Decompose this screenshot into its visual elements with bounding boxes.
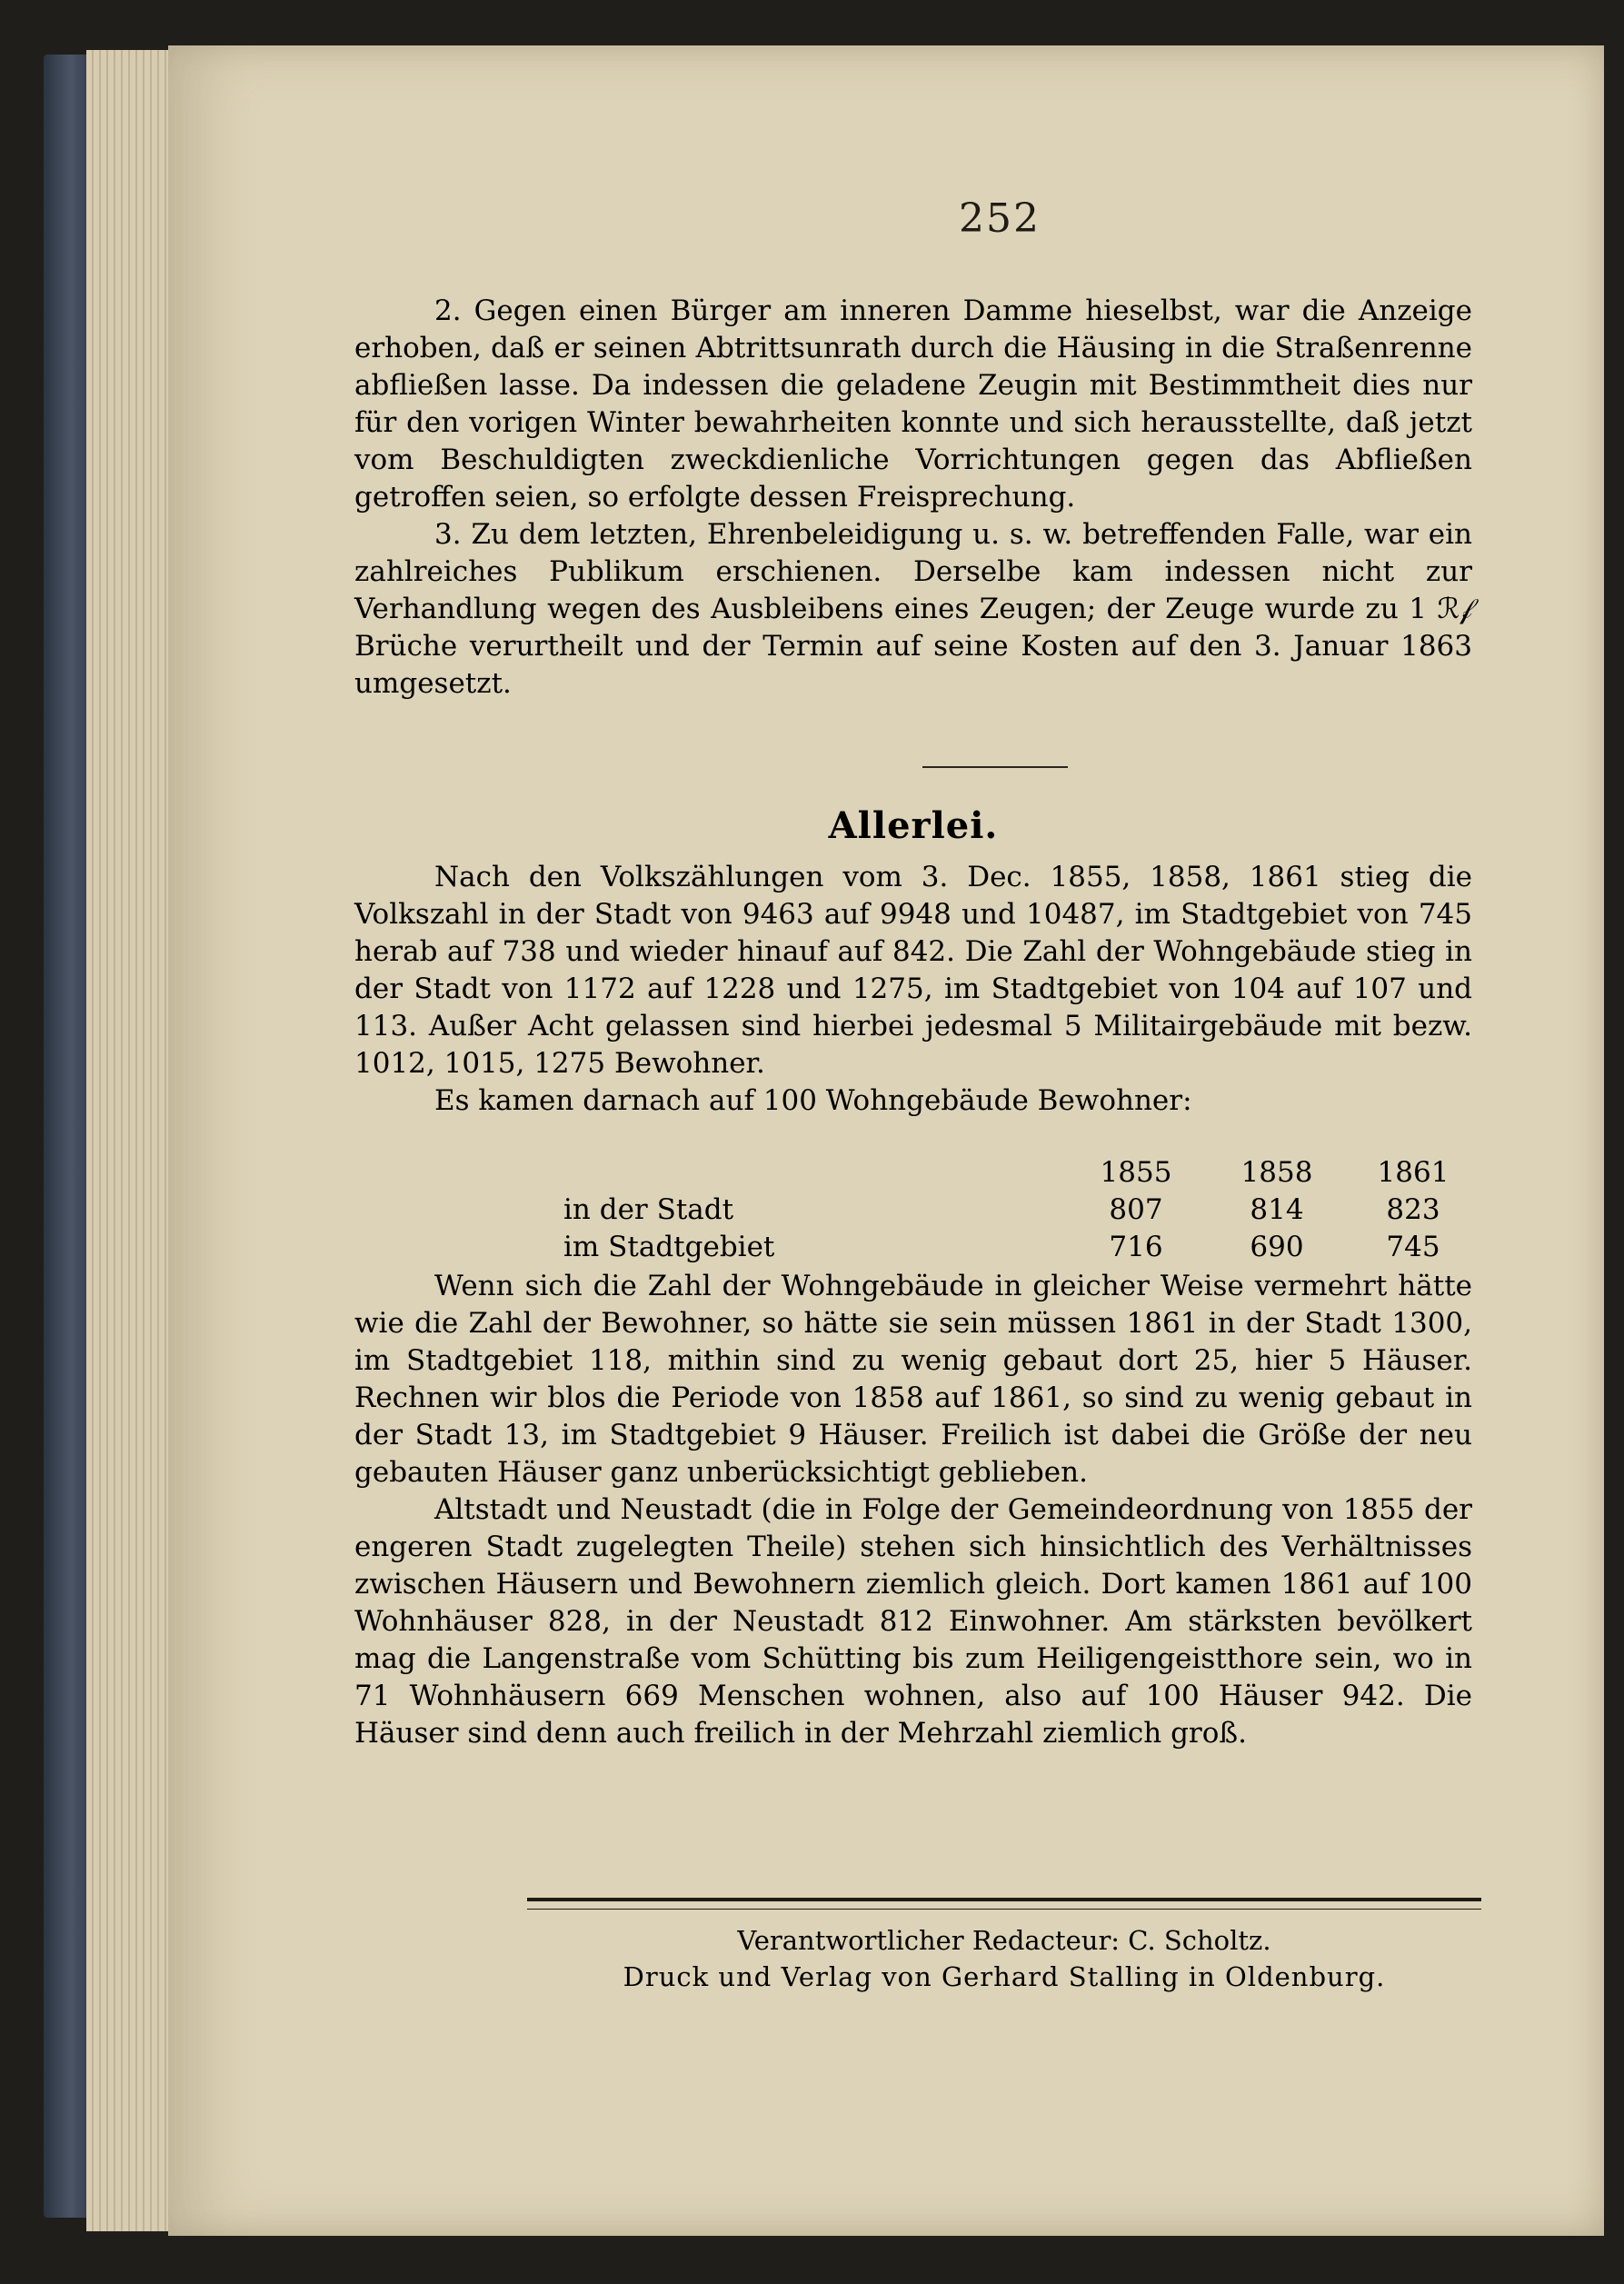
table-header-row: [354, 1154, 1472, 1192]
table-cell: 716: [1109, 1231, 1163, 1263]
paragraph: 3. Zu dem letzten, Ehrenbeleidigung u. s. w. betreffenden Falle, war ein zahlreiches Publikum erschienen. Derselbe kam indessen nicht zur Verhandlung wegen des Ausbleibens eines Zeugen; der Zeuge wurde zu 1 ℛ𝒻 Brüche verurtheilt und der Termin auf seine Kosten auf den 3. Januar 1863 umgesetzt.: [354, 518, 1472, 700]
footer-rule: [527, 1898, 1481, 1910]
table-cell: 690: [1250, 1231, 1304, 1263]
section-court-cases: [354, 293, 1472, 703]
year-header: 1861: [1377, 1156, 1450, 1189]
section-heading: Allerlei.: [828, 804, 999, 847]
table-row: [354, 1229, 1472, 1266]
paragraph: Es kamen darnach auf 100 Wohngebäude Bewohner:: [434, 1084, 1192, 1117]
paragraph: Altstadt und Neustadt (die in Folge der Gemeindeordnung von 1855 der engeren Stadt zugelegten Theile) stehen sich hinsichtlich des Verhältnisses zwischen Häusern und Bewohnern ziemlich gleich. Dort kamen 1861 auf 100 Wohnhäuser 828, in der Neustadt 812 Einwohner. Am stärksten bevölkert mag die Langenstraße vom Schütting bis zum Heiligengeistthore sein, wo in 71 Wohnhäusern 669 Menschen wohnen, also auf 100 Häuser 942. Die Häuser sind denn auch freilich in der Mehrzahl ziemlich groß.: [354, 1493, 1472, 1750]
paragraph: Wenn sich die Zahl der Wohngebäude in gleicher Weise vermehrt hätte wie die Zahl der Bewohner, so hätte sie sein müssen 1861 in der Stadt 1300, im Stadtgebiet 118, mithin sind zu wenig gebaut dort 25, hier 5 Häuser. Rechnen wir blos die Periode von 1858 auf 1861, so sind zu wenig gebaut in der Stadt 13, im Stadtgebiet 9 Häuser. Freilich ist dabei die Größe der neu gebauten Häuser ganz unberücksichtigt geblieben.: [354, 1270, 1472, 1489]
section-census: [354, 859, 1472, 1120]
printer-credit: Druck und Verlag von Gerhard Stalling in Oldenburg.: [623, 1961, 1386, 1992]
page-number: 252: [959, 195, 1041, 242]
year-header: 1858: [1240, 1156, 1313, 1189]
table-cell: 745: [1386, 1231, 1440, 1263]
editor-credit: Verantwortlicher Redacteur: C. Scholtz.: [737, 1925, 1271, 1956]
residents-table: [354, 1154, 1472, 1266]
table-row: [354, 1192, 1472, 1229]
table-cell: 823: [1386, 1193, 1440, 1226]
table-cell: 807: [1109, 1193, 1163, 1226]
row-label: im Stadtgebiet: [563, 1231, 775, 1263]
year-header: 1855: [1100, 1156, 1172, 1189]
paragraph: 2. Gegen einen Bürger am inneren Damme hieselbst, war die Anzeige erhoben, daß er seinen Abtrittsunrath durch die Häusing in die Straßenrenne abfließen lasse. Da indessen die geladene Zeugin mit Bestimmtheit dies nur für den vorigen Winter bewahrheiten konnte und sich herausstellte, daß jetzt vom Beschuldigten zweckdienliche Vorrichtungen gegen das Abfließen getroffen seien, so erfolgte dessen Freisprechung.: [354, 294, 1472, 514]
paragraph: Nach den Volkszählungen vom 3. Dec. 1855, 1858, 1861 stieg die Volkszahl in der Stadt von 9463 auf 9948 und 10487, im Stadtgebiet von 745 herab auf 738 und wieder hinauf auf 842. Die Zahl der Wohngebäude stieg in der Stadt von 1172 auf 1228 und 1275, im Stadtgebiet von 104 auf 107 und 113. Außer Acht gelassen sind hierbei jedesmal 5 Militairgebäude mit bezw. 1012, 1015, 1275 Bewohner.: [354, 861, 1472, 1080]
row-label: in der Stadt: [563, 1193, 734, 1226]
section-divider: [922, 766, 1068, 768]
section-analysis: [354, 1268, 1472, 1752]
table-cell: 814: [1250, 1193, 1304, 1226]
